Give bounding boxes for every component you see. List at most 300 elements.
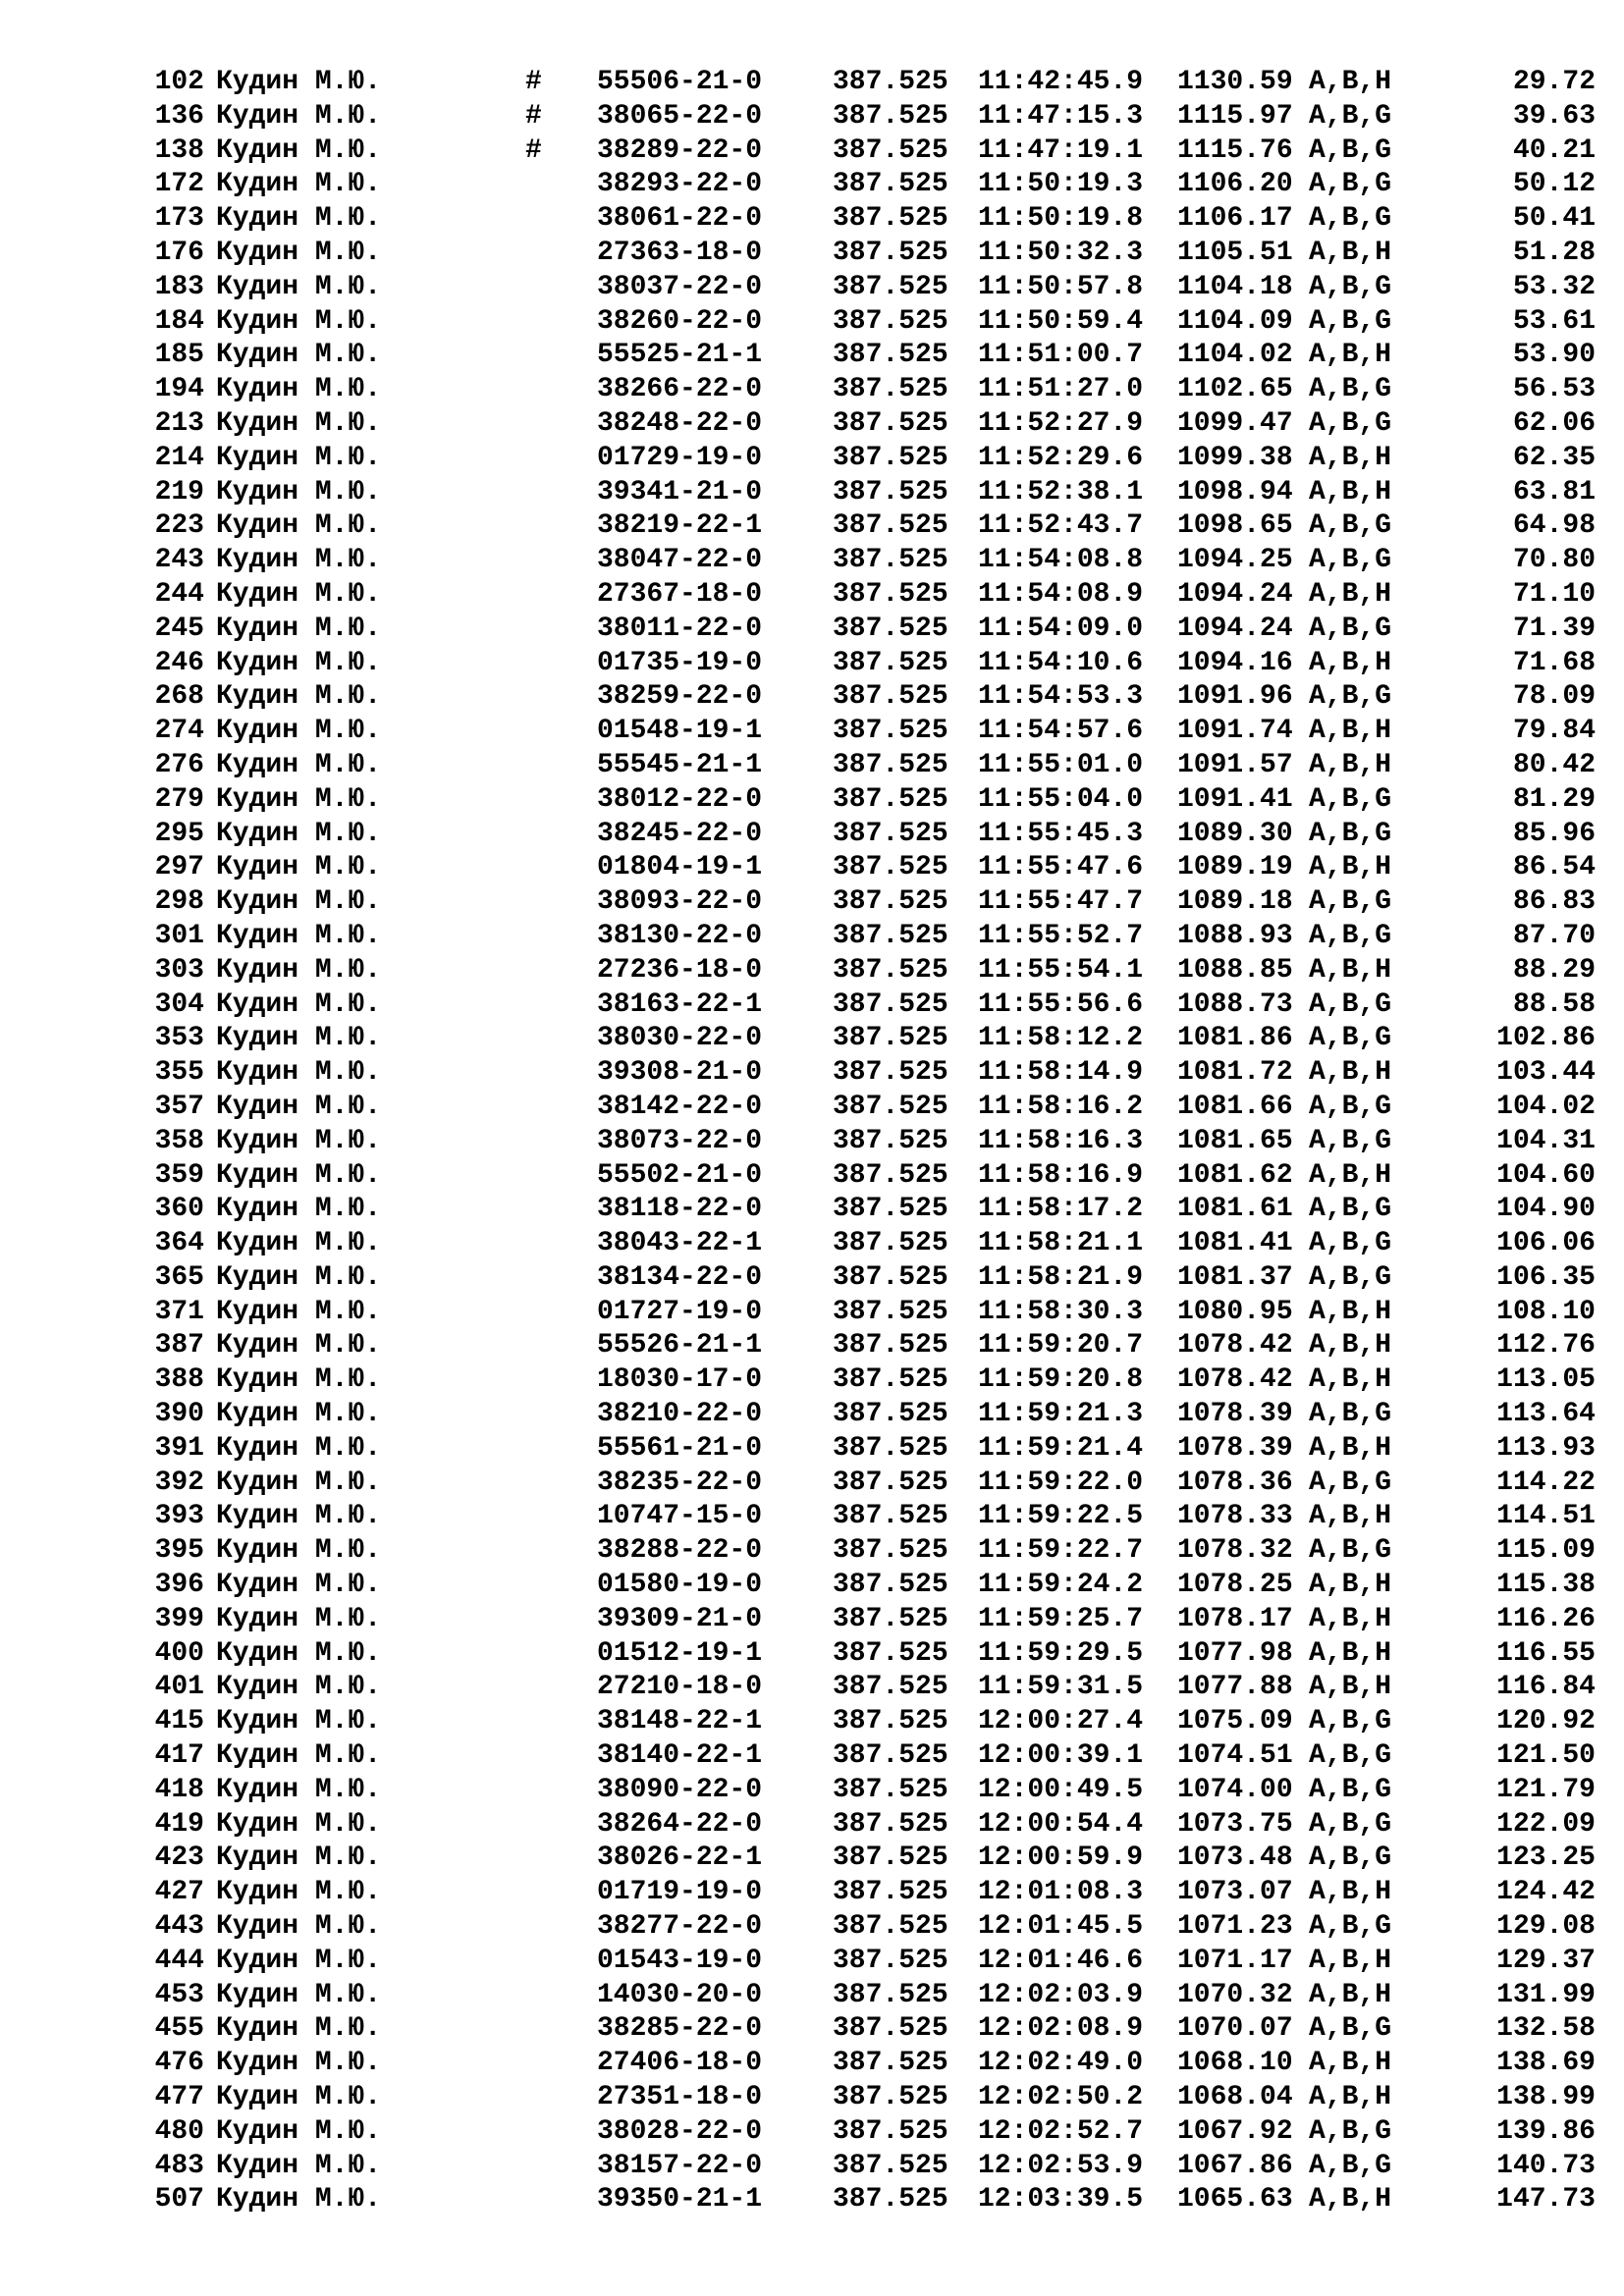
place-cell: 388 <box>154 1364 204 1396</box>
fancier-name-cell: Кудин М.Ю. <box>216 134 382 166</box>
category-cell: A,B,H <box>1309 1603 1392 1634</box>
place-cell: 443 <box>154 1911 204 1943</box>
category-cell: A,B,G <box>1309 783 1392 815</box>
speed-cell: 1067.92 <box>1177 2115 1293 2147</box>
fancier-name-cell: Кудин М.Ю. <box>216 1057 382 1089</box>
distance-cell: 387.525 <box>833 1330 948 1362</box>
fancier-name-cell: Кудин М.Ю. <box>216 1774 382 1805</box>
place-cell: 353 <box>154 1023 204 1054</box>
speed-cell: 1078.42 <box>1177 1330 1293 1362</box>
place-cell: 301 <box>154 920 204 951</box>
distance-cell: 387.525 <box>833 1740 948 1772</box>
table-row <box>0 134 1624 169</box>
distance-cell: 387.525 <box>833 852 948 883</box>
place-cell: 455 <box>154 2013 204 2045</box>
arrival-time-cell: 11:58:21.1 <box>978 1228 1144 1259</box>
distance-cell: 387.525 <box>833 1467 948 1498</box>
distance-cell: 387.525 <box>833 1364 948 1396</box>
table-row <box>0 1022 1624 1056</box>
speed-cell: 1091.96 <box>1177 681 1293 713</box>
fancier-name-cell: Кудин М.Ю. <box>216 237 382 268</box>
fancier-name-cell: Кудин М.Ю. <box>216 749 382 780</box>
place-cell: 360 <box>154 1194 204 1225</box>
ring-number-cell: 39341-21-0 <box>597 476 763 507</box>
place-cell: 387 <box>154 1330 204 1362</box>
distance-cell: 387.525 <box>833 783 948 815</box>
category-cell: A,B,H <box>1309 237 1392 268</box>
speed-cell: 1094.24 <box>1177 613 1293 644</box>
table-row <box>0 988 1624 1023</box>
table-row <box>0 1945 1624 1979</box>
category-cell: A,B,H <box>1309 954 1392 986</box>
distance-cell: 387.525 <box>833 920 948 951</box>
ring-number-cell: 38259-22-0 <box>597 681 763 713</box>
arrival-time-cell: 11:59:31.5 <box>978 1672 1144 1703</box>
arrival-time-cell: 11:52:27.9 <box>978 407 1144 439</box>
distance-cell: 387.525 <box>833 2048 948 2079</box>
place-cell: 173 <box>154 203 204 235</box>
speed-cell: 1104.09 <box>1177 305 1293 337</box>
points-cell: 88.29 <box>1512 954 1596 986</box>
points-cell: 104.90 <box>1496 1194 1596 1225</box>
table-row <box>0 1467 1624 1501</box>
points-cell: 113.05 <box>1496 1364 1596 1396</box>
place-cell: 423 <box>154 1842 204 1874</box>
ring-number-cell: 38011-22-0 <box>597 613 763 644</box>
ring-number-cell: 38219-22-1 <box>597 510 763 542</box>
fancier-name-cell: Кудин М.Ю. <box>216 2184 382 2216</box>
distance-cell: 387.525 <box>833 1842 948 1874</box>
fancier-name-cell: Кудин М.Ю. <box>216 613 382 644</box>
points-cell: 106.35 <box>1496 1261 1596 1293</box>
category-cell: A,B,G <box>1309 1023 1392 1054</box>
table-row <box>0 305 1624 340</box>
table-row <box>0 613 1624 647</box>
place-cell: 243 <box>154 545 204 576</box>
ring-number-cell: 14030-20-0 <box>597 1979 763 2010</box>
category-cell: A,B,G <box>1309 1125 1392 1156</box>
points-cell: 129.37 <box>1496 1945 1596 1976</box>
arrival-time-cell: 12:00:49.5 <box>978 1774 1144 1805</box>
points-cell: 147.73 <box>1496 2184 1596 2216</box>
ring-number-cell: 38012-22-0 <box>597 783 763 815</box>
arrival-time-cell: 11:50:32.3 <box>978 237 1144 268</box>
distance-cell: 387.525 <box>833 271 948 302</box>
place-cell: 298 <box>154 886 204 918</box>
ring-number-cell: 27351-18-0 <box>597 2082 763 2113</box>
table-row <box>0 851 1624 885</box>
place-cell: 371 <box>154 1296 204 1327</box>
distance-cell: 387.525 <box>833 1911 948 1943</box>
points-cell: 108.10 <box>1496 1296 1596 1327</box>
fancier-name-cell: Кудин М.Ю. <box>216 1125 382 1156</box>
category-cell: A,B,H <box>1309 1570 1392 1601</box>
distance-cell: 387.525 <box>833 442 948 473</box>
distance-cell: 387.525 <box>833 613 948 644</box>
category-cell: A,B,H <box>1309 1432 1392 1464</box>
category-cell: A,B,G <box>1309 271 1392 302</box>
distance-cell: 387.525 <box>833 340 948 371</box>
fancier-name-cell: Кудин М.Ю. <box>216 407 382 439</box>
speed-cell: 1068.10 <box>1177 2048 1293 2079</box>
place-cell: 223 <box>154 510 204 542</box>
fancier-name-cell: Кудин М.Ю. <box>216 169 382 200</box>
speed-cell: 1070.07 <box>1177 2013 1293 2045</box>
fancier-name-cell: Кудин М.Ю. <box>216 1296 382 1327</box>
table-row <box>0 237 1624 271</box>
points-cell: 70.80 <box>1512 545 1596 576</box>
table-row <box>0 647 1624 681</box>
category-cell: A,B,G <box>1309 920 1392 951</box>
arrival-time-cell: 11:59:22.7 <box>978 1535 1144 1567</box>
ring-number-cell: 39350-21-1 <box>597 2184 763 2216</box>
fancier-name-cell: Кудин М.Ю. <box>216 442 382 473</box>
distance-cell: 387.525 <box>833 1194 948 1225</box>
ring-number-cell: 10747-15-0 <box>597 1501 763 1532</box>
place-cell: 393 <box>154 1501 204 1532</box>
category-cell: A,B,G <box>1309 613 1392 644</box>
points-cell: 29.72 <box>1512 67 1596 97</box>
category-cell: A,B,G <box>1309 2013 1392 2045</box>
table-row <box>0 1876 1624 1910</box>
ring-number-cell: 38061-22-0 <box>597 203 763 235</box>
ring-number-cell: 39308-21-0 <box>597 1057 763 1089</box>
fancier-name-cell: Кудин М.Ю. <box>216 271 382 302</box>
category-cell: A,B,G <box>1309 305 1392 337</box>
speed-cell: 1089.30 <box>1177 818 1293 849</box>
ring-number-cell: 38277-22-0 <box>597 1911 763 1943</box>
arrival-time-cell: 11:54:10.6 <box>978 647 1144 678</box>
place-cell: 357 <box>154 1091 204 1122</box>
table-row <box>0 1091 1624 1125</box>
ring-number-cell: 38260-22-0 <box>597 305 763 337</box>
points-cell: 64.98 <box>1512 510 1596 542</box>
ring-number-cell: 01719-19-0 <box>597 1877 763 1908</box>
points-cell: 123.25 <box>1496 1842 1596 1874</box>
points-cell: 71.10 <box>1512 578 1596 610</box>
place-cell: 183 <box>154 271 204 302</box>
table-row <box>0 680 1624 715</box>
points-cell: 106.06 <box>1496 1228 1596 1259</box>
distance-cell: 387.525 <box>833 1228 948 1259</box>
distance-cell: 387.525 <box>833 169 948 200</box>
ring-number-cell: 38210-22-0 <box>597 1399 763 1430</box>
speed-cell: 1098.94 <box>1177 476 1293 507</box>
points-cell: 116.55 <box>1496 1637 1596 1669</box>
distance-cell: 387.525 <box>833 476 948 507</box>
distance-cell: 387.525 <box>833 1057 948 1089</box>
category-cell: A,B,G <box>1309 374 1392 405</box>
place-cell: 194 <box>154 374 204 405</box>
arrival-time-cell: 11:58:16.9 <box>978 1159 1144 1191</box>
category-cell: A,B,H <box>1309 749 1392 780</box>
arrival-time-cell: 11:52:43.7 <box>978 510 1144 542</box>
distance-cell: 387.525 <box>833 1979 948 2010</box>
points-cell: 53.61 <box>1512 305 1596 337</box>
place-cell: 303 <box>154 954 204 986</box>
table-row <box>0 1808 1624 1842</box>
ring-number-cell: 38248-22-0 <box>597 407 763 439</box>
category-cell: A,B,G <box>1309 1774 1392 1805</box>
ring-number-cell: 27210-18-0 <box>597 1672 763 1703</box>
table-row <box>0 783 1624 818</box>
distance-cell: 387.525 <box>833 2150 948 2181</box>
place-cell: 392 <box>154 1467 204 1498</box>
category-cell: A,B,G <box>1309 1808 1392 1840</box>
place-cell: 483 <box>154 2150 204 2181</box>
place-cell: 355 <box>154 1057 204 1089</box>
speed-cell: 1130.59 <box>1177 67 1293 97</box>
place-cell: 213 <box>154 407 204 439</box>
points-cell: 104.31 <box>1496 1125 1596 1156</box>
points-cell: 116.26 <box>1496 1603 1596 1634</box>
arrival-time-cell: 11:58:16.2 <box>978 1091 1144 1122</box>
speed-cell: 1073.07 <box>1177 1877 1293 1908</box>
fancier-name-cell: Кудин М.Ю. <box>216 2048 382 2079</box>
place-cell: 219 <box>154 476 204 507</box>
distance-cell: 387.525 <box>833 578 948 610</box>
ring-number-cell: 27236-18-0 <box>597 954 763 986</box>
category-cell: A,B,G <box>1309 2115 1392 2147</box>
table-row <box>0 1603 1624 1637</box>
speed-cell: 1078.42 <box>1177 1364 1293 1396</box>
category-cell: A,B,H <box>1309 2048 1392 2079</box>
distance-cell: 387.525 <box>833 545 948 576</box>
speed-cell: 1068.04 <box>1177 2082 1293 2113</box>
category-cell: A,B,G <box>1309 545 1392 576</box>
speed-cell: 1078.39 <box>1177 1432 1293 1464</box>
category-cell: A,B,G <box>1309 100 1392 132</box>
arrival-time-cell: 11:58:12.2 <box>978 1023 1144 1054</box>
table-row <box>0 544 1624 578</box>
ring-number-cell: 38037-22-0 <box>597 271 763 302</box>
arrival-time-cell: 11:55:47.7 <box>978 886 1144 918</box>
arrival-time-cell: 11:54:53.3 <box>978 681 1144 713</box>
distance-cell: 387.525 <box>833 374 948 405</box>
ring-number-cell: 01735-19-0 <box>597 647 763 678</box>
place-cell: 246 <box>154 647 204 678</box>
ring-number-cell: 38028-22-0 <box>597 2115 763 2147</box>
table-row <box>0 1329 1624 1363</box>
speed-cell: 1115.76 <box>1177 134 1293 166</box>
table-row <box>0 885 1624 920</box>
speed-cell: 1078.25 <box>1177 1570 1293 1601</box>
arrival-time-cell: 12:01:46.6 <box>978 1945 1144 1976</box>
fancier-name-cell: Кудин М.Ю. <box>216 1877 382 1908</box>
ring-number-cell: 01548-19-1 <box>597 716 763 747</box>
distance-cell: 387.525 <box>833 716 948 747</box>
speed-cell: 1089.19 <box>1177 852 1293 883</box>
fancier-name-cell: Кудин М.Ю. <box>216 545 382 576</box>
speed-cell: 1088.85 <box>1177 954 1293 986</box>
table-row <box>0 578 1624 613</box>
table-row <box>0 1296 1624 1330</box>
fancier-name-cell: Кудин М.Ю. <box>216 1501 382 1532</box>
table-row <box>0 271 1624 305</box>
arrival-time-cell: 11:55:54.1 <box>978 954 1144 986</box>
place-cell: 427 <box>154 1877 204 1908</box>
ring-number-cell: 38163-22-1 <box>597 988 763 1020</box>
ring-number-cell: 38148-22-1 <box>597 1706 763 1737</box>
category-cell: A,B,G <box>1309 1842 1392 1874</box>
fancier-name-cell: Кудин М.Ю. <box>216 1023 382 1054</box>
category-cell: A,B,H <box>1309 852 1392 883</box>
table-row <box>0 1363 1624 1398</box>
place-cell: 390 <box>154 1399 204 1430</box>
fancier-name-cell: Кудин М.Ю. <box>216 988 382 1020</box>
arrival-time-cell: 12:03:39.5 <box>978 2184 1144 2216</box>
speed-cell: 1065.63 <box>1177 2184 1293 2216</box>
distance-cell: 387.525 <box>833 100 948 132</box>
category-cell: A,B,H <box>1309 1979 1392 2010</box>
ring-number-cell: 38142-22-0 <box>597 1091 763 1122</box>
ring-number-cell: 27406-18-0 <box>597 2048 763 2079</box>
speed-cell: 1115.97 <box>1177 100 1293 132</box>
arrival-time-cell: 11:59:29.5 <box>978 1637 1144 1669</box>
place-cell: 400 <box>154 1637 204 1669</box>
place-cell: 396 <box>154 1570 204 1601</box>
fancier-name-cell: Кудин М.Ю. <box>216 1842 382 1874</box>
place-cell: 476 <box>154 2048 204 2079</box>
points-cell: 53.90 <box>1512 340 1596 371</box>
distance-cell: 387.525 <box>833 1125 948 1156</box>
category-cell: A,B,G <box>1309 2150 1392 2181</box>
arrival-time-cell: 11:50:59.4 <box>978 305 1144 337</box>
table-row <box>0 1193 1624 1227</box>
table-row <box>0 2047 1624 2081</box>
speed-cell: 1091.41 <box>1177 783 1293 815</box>
table-row <box>0 202 1624 237</box>
distance-cell: 387.525 <box>833 2184 948 2216</box>
ring-number-cell: 38030-22-0 <box>597 1023 763 1054</box>
table-row <box>0 442 1624 476</box>
place-cell: 507 <box>154 2184 204 2216</box>
points-cell: 88.58 <box>1512 988 1596 1020</box>
table-row <box>0 1979 1624 2013</box>
place-cell: 279 <box>154 783 204 815</box>
points-cell: 71.39 <box>1512 613 1596 644</box>
speed-cell: 1073.75 <box>1177 1808 1293 1840</box>
fancier-name-cell: Кудин М.Ю. <box>216 1706 382 1737</box>
place-cell: 268 <box>154 681 204 713</box>
arrival-time-cell: 11:42:45.9 <box>978 67 1144 97</box>
arrival-time-cell: 12:02:03.9 <box>978 1979 1144 2010</box>
ring-number-cell: 01580-19-0 <box>597 1570 763 1601</box>
fancier-name-cell: Кудин М.Ю. <box>216 305 382 337</box>
arrival-time-cell: 11:59:25.7 <box>978 1603 1144 1634</box>
category-cell: A,B,G <box>1309 203 1392 235</box>
arrival-time-cell: 12:00:39.1 <box>978 1740 1144 1772</box>
mark-cell: # <box>525 100 542 132</box>
category-cell: A,B,H <box>1309 67 1392 97</box>
speed-cell: 1078.32 <box>1177 1535 1293 1567</box>
table-row <box>0 1842 1624 1876</box>
distance-cell: 387.525 <box>833 954 948 986</box>
arrival-time-cell: 11:50:19.8 <box>978 203 1144 235</box>
table-row <box>0 1261 1624 1296</box>
ring-number-cell: 01512-19-1 <box>597 1637 763 1669</box>
category-cell: A,B,G <box>1309 134 1392 166</box>
distance-cell: 387.525 <box>833 1603 948 1634</box>
arrival-time-cell: 11:58:16.3 <box>978 1125 1144 1156</box>
ring-number-cell: 38245-22-0 <box>597 818 763 849</box>
speed-cell: 1088.93 <box>1177 920 1293 951</box>
arrival-time-cell: 12:02:53.9 <box>978 2150 1144 2181</box>
place-cell: 102 <box>154 67 204 97</box>
fancier-name-cell: Кудин М.Ю. <box>216 1467 382 1498</box>
table-row <box>0 1125 1624 1159</box>
distance-cell: 387.525 <box>833 1672 948 1703</box>
arrival-time-cell: 11:59:21.4 <box>978 1432 1144 1464</box>
distance-cell: 387.525 <box>833 407 948 439</box>
place-cell: 417 <box>154 1740 204 1772</box>
points-cell: 112.76 <box>1496 1330 1596 1362</box>
distance-cell: 387.525 <box>833 203 948 235</box>
category-cell: A,B,H <box>1309 1057 1392 1089</box>
table-row <box>0 1671 1624 1705</box>
fancier-name-cell: Кудин М.Ю. <box>216 203 382 235</box>
speed-cell: 1081.66 <box>1177 1091 1293 1122</box>
place-cell: 276 <box>154 749 204 780</box>
fancier-name-cell: Кудин М.Ю. <box>216 716 382 747</box>
distance-cell: 387.525 <box>833 1637 948 1669</box>
category-cell: A,B,G <box>1309 988 1392 1020</box>
arrival-time-cell: 11:55:47.6 <box>978 852 1144 883</box>
place-cell: 480 <box>154 2115 204 2147</box>
mark-cell: # <box>525 134 542 166</box>
arrival-time-cell: 12:00:59.9 <box>978 1842 1144 1874</box>
points-cell: 113.64 <box>1496 1399 1596 1430</box>
fancier-name-cell: Кудин М.Ю. <box>216 1228 382 1259</box>
ring-number-cell: 38090-22-0 <box>597 1774 763 1805</box>
arrival-time-cell: 11:55:01.0 <box>978 749 1144 780</box>
place-cell: 304 <box>154 988 204 1020</box>
points-cell: 121.50 <box>1496 1740 1596 1772</box>
points-cell: 71.68 <box>1512 647 1596 678</box>
arrival-time-cell: 11:50:57.8 <box>978 271 1144 302</box>
arrival-time-cell: 11:59:21.3 <box>978 1399 1144 1430</box>
category-cell: A,B,G <box>1309 407 1392 439</box>
speed-cell: 1106.17 <box>1177 203 1293 235</box>
arrival-time-cell: 12:02:52.7 <box>978 2115 1144 2147</box>
distance-cell: 387.525 <box>833 1091 948 1122</box>
points-cell: 113.93 <box>1496 1432 1596 1464</box>
points-cell: 62.35 <box>1512 442 1596 473</box>
table-row <box>0 1774 1624 1808</box>
speed-cell: 1081.62 <box>1177 1159 1293 1191</box>
place-cell: 415 <box>154 1706 204 1737</box>
ring-number-cell: 39309-21-0 <box>597 1603 763 1634</box>
points-cell: 40.21 <box>1512 134 1596 166</box>
speed-cell: 1088.73 <box>1177 988 1293 1020</box>
results-table <box>0 66 1624 2217</box>
category-cell: A,B,H <box>1309 2082 1392 2113</box>
points-cell: 85.96 <box>1512 818 1596 849</box>
table-row <box>0 373 1624 407</box>
place-cell: 176 <box>154 237 204 268</box>
points-cell: 129.08 <box>1496 1911 1596 1943</box>
fancier-name-cell: Кудин М.Ю. <box>216 920 382 951</box>
table-row <box>0 2081 1624 2115</box>
speed-cell: 1073.48 <box>1177 1842 1293 1874</box>
place-cell: 244 <box>154 578 204 610</box>
place-cell: 365 <box>154 1261 204 1293</box>
table-row <box>0 407 1624 442</box>
arrival-time-cell: 12:02:50.2 <box>978 2082 1144 2113</box>
place-cell: 138 <box>154 134 204 166</box>
arrival-time-cell: 11:47:15.3 <box>978 100 1144 132</box>
table-row <box>0 2150 1624 2184</box>
